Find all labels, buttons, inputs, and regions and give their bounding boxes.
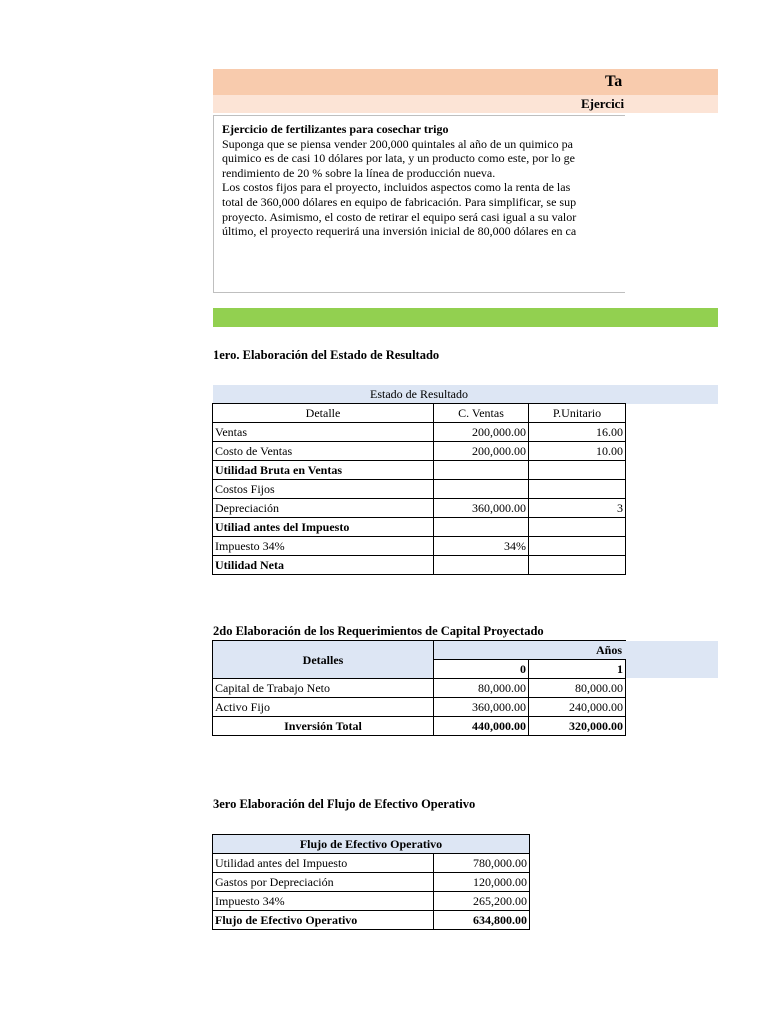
cell-value[interactable]: 780,000.00 [434, 854, 530, 873]
table-cell[interactable] [626, 499, 627, 518]
cell-p-unitario[interactable] [529, 480, 626, 499]
table-row [213, 679, 627, 698]
green-separator-bar [213, 308, 718, 327]
col-header-anos[interactable]: Años [434, 641, 627, 660]
cell-p-unitario[interactable]: 3 [529, 499, 626, 518]
table-cell[interactable] [626, 423, 627, 442]
page-subtitle: Ejercici [581, 96, 625, 111]
row-label[interactable]: Utilidad antes del Impuesto [213, 854, 434, 873]
cell-c-ventas[interactable] [434, 518, 529, 537]
cell-year-0[interactable]: 80,000.00 [434, 679, 529, 698]
table-row [213, 537, 627, 556]
years-header-band-lower [625, 660, 718, 678]
table-row [213, 892, 530, 911]
col-header-year-0[interactable]: 0 [434, 660, 529, 679]
requerimientos-table-wrap [212, 640, 626, 736]
row-label[interactable]: Depreciación [213, 499, 434, 518]
table-cell[interactable] [626, 442, 627, 461]
row-label[interactable]: Impuesto 34% [213, 892, 434, 911]
table-cell[interactable] [626, 518, 627, 537]
cell-p-unitario[interactable]: 10.00 [529, 442, 626, 461]
table-row [213, 461, 627, 480]
cell-p-unitario[interactable] [529, 518, 626, 537]
total-value[interactable]: 634,800.00 [434, 911, 530, 930]
section3-heading: 3ero Elaboración del Flujo de Efectivo Operativo [213, 797, 476, 811]
cell-c-ventas[interactable]: 200,000.00 [434, 423, 529, 442]
page-title: Ta [605, 73, 623, 90]
exercise-title: Ejercicio de fertilizantes para cosechar trigo [222, 122, 449, 136]
estado-resultado-title-row [213, 385, 718, 404]
col-header-detalle[interactable]: Detalle [213, 404, 434, 423]
cell-value[interactable]: 265,200.00 [434, 892, 530, 911]
flujo-efectivo-table [212, 834, 530, 930]
exercise-line: Suponga que se piensa vender 200,000 quintales al año de un quimico pa [222, 136, 573, 151]
table-row [213, 698, 627, 717]
section2-heading: 2do Elaboración de los Requerimientos de Capital Proyectado [213, 624, 544, 638]
cell-value[interactable]: 120,000.00 [434, 873, 530, 892]
table-cell[interactable] [626, 698, 627, 717]
title-band [213, 69, 718, 95]
cell-p-unitario[interactable] [529, 556, 626, 575]
flujo-table-title[interactable]: Flujo de Efectivo Operativo [213, 835, 530, 854]
row-label[interactable]: Utilidad Bruta en Ventas [213, 461, 434, 480]
table-row [213, 873, 530, 892]
table-cell[interactable] [626, 461, 627, 480]
table-cell[interactable] [626, 404, 627, 423]
row-label[interactable]: Utilidad Neta [213, 556, 434, 575]
table-header-row [213, 404, 627, 423]
estado-resultado-table [212, 403, 626, 575]
cell-c-ventas[interactable]: 200,000.00 [434, 442, 529, 461]
table-header-row [213, 641, 627, 660]
cell-year-0[interactable]: 360,000.00 [434, 698, 529, 717]
cell-c-ventas[interactable] [434, 461, 529, 480]
table-cell[interactable] [626, 660, 627, 679]
table-cell[interactable] [626, 556, 627, 575]
cell-c-ventas[interactable] [434, 556, 529, 575]
table-row [213, 442, 627, 461]
cell-p-unitario[interactable]: 16.00 [529, 423, 626, 442]
total-label[interactable]: Flujo de Efectivo Operativo [213, 911, 434, 930]
table-row [213, 423, 627, 442]
cell-c-ventas[interactable] [434, 480, 529, 499]
exercise-line: rendimiento de 20 % sobre la línea de producción nueva. [222, 165, 496, 180]
exercise-line: quimico es de casi 10 dólares por lata, y un producto como este, por lo ge [222, 151, 575, 166]
subtitle-band [213, 95, 718, 113]
estado-resultado-table-wrap [212, 403, 626, 575]
exercise-textbox[interactable] [213, 115, 625, 293]
total-year-0[interactable]: 440,000.00 [434, 717, 529, 736]
section1-heading: 1ero. Elaboración del Estado de Resultado [213, 348, 440, 362]
flujo-table-wrap [212, 834, 530, 930]
table-cell[interactable] [626, 717, 627, 736]
table-total-row [213, 717, 627, 736]
estado-resultado-title: Estado de Resultado [370, 387, 468, 401]
row-label[interactable]: Ventas [213, 423, 434, 442]
table-row [213, 854, 530, 873]
table-cell[interactable] [626, 537, 627, 556]
exercise-line: último, el proyecto requerirá una inversión inicial de 80,000 dólares en ca [222, 224, 577, 239]
row-label[interactable]: Activo Fijo [213, 698, 434, 717]
exercise-line: total de 360,000 dólares en equipo de fabricación. Para simplificar, se sup [222, 194, 577, 209]
table-row [213, 518, 627, 537]
cell-p-unitario[interactable] [529, 537, 626, 556]
table-cell[interactable] [626, 480, 627, 499]
row-label[interactable]: Impuesto 34% [213, 537, 434, 556]
cell-p-unitario[interactable] [529, 461, 626, 480]
col-header-detalles[interactable]: Detalles [213, 641, 434, 679]
exercise-line: Los costos fijos para el proyecto, incluidos aspectos como la renta de las [222, 180, 571, 195]
table-row [213, 480, 627, 499]
row-label[interactable]: Costo de Ventas [213, 442, 434, 461]
row-label[interactable]: Utiliad antes del Impuesto [213, 518, 434, 537]
table-row [213, 499, 627, 518]
cell-c-ventas[interactable]: 34% [434, 537, 529, 556]
table-total-row [213, 911, 530, 930]
row-label[interactable]: Gastos por Depreciación [213, 873, 434, 892]
table-cell[interactable] [626, 679, 627, 698]
col-header-year-1[interactable]: 1 [529, 660, 626, 679]
requerimientos-table [212, 640, 626, 736]
table-header-row [213, 835, 530, 854]
col-header-p-unitario[interactable]: P.Unitario [529, 404, 626, 423]
row-label[interactable]: Costos Fijos [213, 480, 434, 499]
row-label[interactable]: Capital de Trabajo Neto [213, 679, 434, 698]
total-label[interactable]: Inversión Total [213, 717, 434, 736]
cell-c-ventas[interactable]: 360,000.00 [434, 499, 529, 518]
total-year-1[interactable]: 320,000.00 [529, 717, 626, 736]
col-header-c-ventas[interactable]: C. Ventas [434, 404, 529, 423]
table-row [213, 556, 627, 575]
cell-year-1[interactable]: 240,000.00 [529, 698, 626, 717]
exercise-line: proyecto. Asimismo, el costo de retirar el equipo será casi igual a su valor [222, 209, 577, 224]
cell-year-1[interactable]: 80,000.00 [529, 679, 626, 698]
